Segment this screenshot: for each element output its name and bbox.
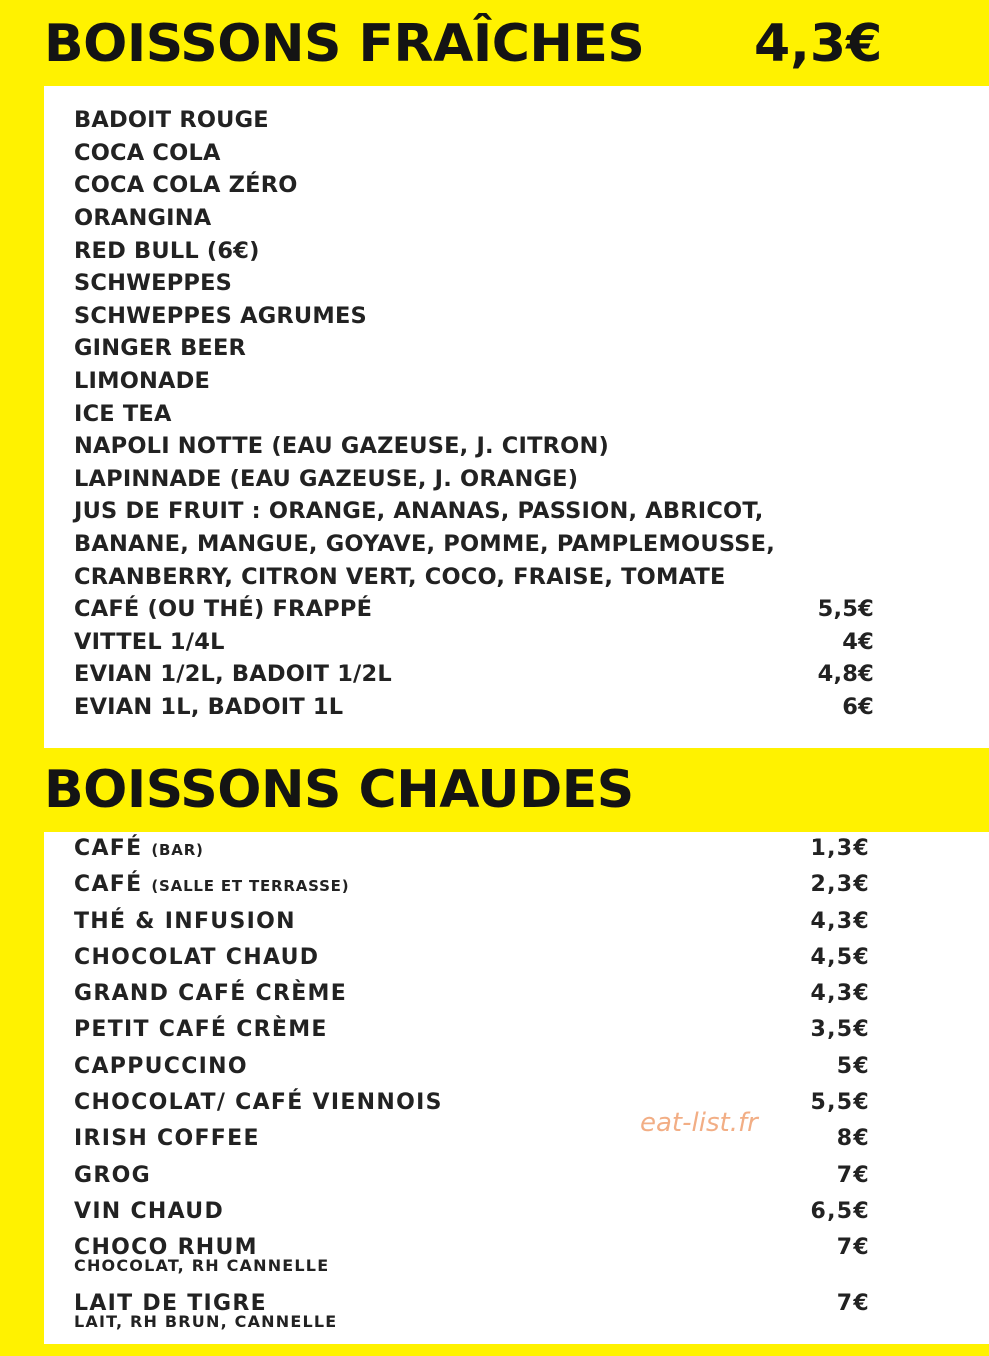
menu-item-name-line xyxy=(74,1054,248,1079)
menu-item-name: SCHWEPPES AGRUMES xyxy=(74,302,367,329)
menu-item xyxy=(74,658,874,691)
menu-item-name-group xyxy=(74,909,296,934)
hot-drinks-title: BOISSONS CHAUDES xyxy=(44,760,634,820)
menu-item-name: PETIT CAFÉ CRÈME xyxy=(74,1017,328,1043)
menu-item xyxy=(74,691,874,724)
menu-item-name: LIMONADE xyxy=(74,368,211,395)
menu-item-price: 3,5€ xyxy=(810,1017,870,1043)
menu-item xyxy=(74,234,874,267)
menu-item xyxy=(74,300,874,333)
menu-item-name-line xyxy=(74,945,319,970)
menu-item-name-line xyxy=(74,1163,151,1188)
menu-item xyxy=(74,365,874,398)
menu-item-name: ORANGINA xyxy=(74,205,212,232)
menu-item-name: ICE TEA xyxy=(74,400,172,427)
menu-item-name: BANANE, MANGUE, GOYAVE, POMME, PAMPLEMOUSSE, xyxy=(74,531,775,558)
menu-item-name-line xyxy=(74,1126,260,1151)
menu-item-price: 6,5€ xyxy=(810,1198,870,1224)
menu-item xyxy=(74,1195,870,1231)
menu-item-name: CAFÉ (OU THÉ) FRAPPÉ xyxy=(74,596,373,623)
menu-item-note: (SALLE ET TERRASSE) xyxy=(151,877,350,896)
menu-item-price: 5,5€ xyxy=(817,596,874,623)
menu-item xyxy=(74,332,874,365)
menu-item-name: NAPOLI NOTTE (EAU GAZEUSE, J. CITRON) xyxy=(74,433,609,460)
menu-item-name: COCA COLA ZÉRO xyxy=(74,172,298,199)
menu-item-name: EVIAN 1L, BADOIT 1L xyxy=(74,693,344,720)
cold-drinks-panel xyxy=(44,86,989,748)
menu-item-price: 4,3€ xyxy=(810,908,870,934)
menu-item-name-group xyxy=(74,981,347,1006)
menu-item-price: 4,3€ xyxy=(810,981,870,1007)
menu-item-name: CAFÉ xyxy=(74,836,143,861)
menu-item-name: VIN CHAUD xyxy=(74,1198,225,1224)
menu-item xyxy=(74,868,870,904)
menu-item xyxy=(74,626,874,659)
menu-item xyxy=(74,1050,870,1086)
menu-item-name-group xyxy=(74,836,204,861)
menu-item xyxy=(74,832,870,868)
menu-item xyxy=(74,905,870,941)
menu-item-name: EVIAN 1/2L, BADOIT 1/2L xyxy=(74,661,392,688)
menu-item-description: LAIT, RH BRUN, CANNELLE xyxy=(74,1312,338,1332)
menu-item xyxy=(74,267,874,300)
menu-item xyxy=(74,104,874,137)
cold-drinks-price: 4,3€ xyxy=(754,14,883,74)
menu-item-name-line xyxy=(74,872,349,897)
menu-item xyxy=(74,941,870,977)
hot-drinks-list xyxy=(74,832,870,1343)
menu-item-name-group xyxy=(74,1054,248,1079)
menu-item xyxy=(74,397,874,430)
menu-item-name-group xyxy=(74,1291,337,1330)
menu-item-price: 8€ xyxy=(836,1126,870,1152)
menu-item-price: 4,8€ xyxy=(817,661,874,688)
menu-item xyxy=(74,528,874,561)
menu-item-name-line xyxy=(74,981,347,1006)
menu-item-name-group xyxy=(74,1163,151,1188)
menu-item-price: 4€ xyxy=(842,628,874,655)
menu-item-name-group xyxy=(74,1017,328,1042)
menu-item-name: CAFÉ xyxy=(74,872,143,898)
hot-drinks-panel xyxy=(44,832,989,1344)
menu-item-name: CHOCO RHUM xyxy=(74,1235,258,1261)
menu-item-name: CAPPUCCINO xyxy=(74,1053,248,1079)
menu-item xyxy=(74,495,874,528)
menu-item-name: LAIT DE TIGRE xyxy=(74,1291,267,1317)
menu-item-description: CHOCOLAT, RH CANNELLE xyxy=(74,1256,330,1276)
menu-item-name: RED BULL (6€) xyxy=(74,237,260,264)
menu-item xyxy=(74,1159,870,1195)
menu-item-name-group xyxy=(74,872,349,897)
menu-item-price: 5€ xyxy=(836,1053,870,1079)
menu-item xyxy=(74,1231,870,1287)
menu-item-price: 7€ xyxy=(836,1291,870,1317)
menu-item-name-line xyxy=(74,1017,328,1042)
menu-item-name: BADOIT ROUGE xyxy=(74,107,269,134)
menu-item-name: GROG xyxy=(74,1162,151,1188)
menu-item-name-line xyxy=(74,909,296,934)
menu-item xyxy=(74,137,874,170)
menu-item-price: 1,3€ xyxy=(810,836,870,861)
watermark: eat-list.fr xyxy=(640,1108,758,1138)
menu-item-name-line xyxy=(74,836,204,861)
menu-item-name: SCHWEPPES xyxy=(74,270,233,297)
menu-item xyxy=(74,593,874,626)
menu-item-name: VITTEL 1/4L xyxy=(74,628,225,655)
menu-item-name: CHOCOLAT/ CAFÉ VIENNOIS xyxy=(74,1090,443,1116)
menu-item-name-group xyxy=(74,1235,329,1274)
menu-item xyxy=(74,430,874,463)
menu-item-name-group xyxy=(74,1199,224,1224)
menu-item xyxy=(74,1013,870,1049)
menu-item-name: THÉ & INFUSION xyxy=(74,908,296,934)
menu-item xyxy=(74,202,874,235)
menu-item xyxy=(74,977,870,1013)
menu-item-name: JUS DE FRUIT : ORANGE, ANANAS, PASSION, ABRICOT, xyxy=(74,498,764,525)
cold-drinks-title: BOISSONS FRAÎCHES xyxy=(44,14,645,74)
cold-drinks-list xyxy=(74,104,874,723)
menu-item-name-group xyxy=(74,945,319,970)
menu-item-name: GINGER BEER xyxy=(74,335,247,362)
menu-item-name-line xyxy=(74,1090,443,1115)
menu-item-note: (BAR) xyxy=(151,841,204,859)
menu-item-name: CRANBERRY, CITRON VERT, COCO, FRAISE, TOMATE xyxy=(74,563,726,590)
menu-item-price: 5,5€ xyxy=(810,1090,870,1116)
menu-item xyxy=(74,560,874,593)
menu-item-price: 6€ xyxy=(842,693,874,720)
menu-item-name: CHOCOLAT CHAUD xyxy=(74,944,320,970)
menu-item-name: GRAND CAFÉ CRÈME xyxy=(74,981,348,1007)
menu-item-name-group xyxy=(74,1126,260,1151)
menu-item xyxy=(74,463,874,496)
menu-item-name: IRISH COFFEE xyxy=(74,1126,260,1152)
menu-item-name-line xyxy=(74,1199,224,1224)
menu-item-price: 2,3€ xyxy=(810,872,870,898)
menu-item xyxy=(74,1287,870,1343)
menu-item-price: 7€ xyxy=(836,1235,870,1261)
menu-item-price: 7€ xyxy=(836,1162,870,1188)
menu-item-name: LAPINNADE (EAU GAZEUSE, J. ORANGE) xyxy=(74,465,579,492)
menu-item-price: 4,5€ xyxy=(810,944,870,970)
menu-item-name-group xyxy=(74,1090,443,1115)
menu-item xyxy=(74,169,874,202)
menu-item-name: COCA COLA xyxy=(74,139,221,166)
